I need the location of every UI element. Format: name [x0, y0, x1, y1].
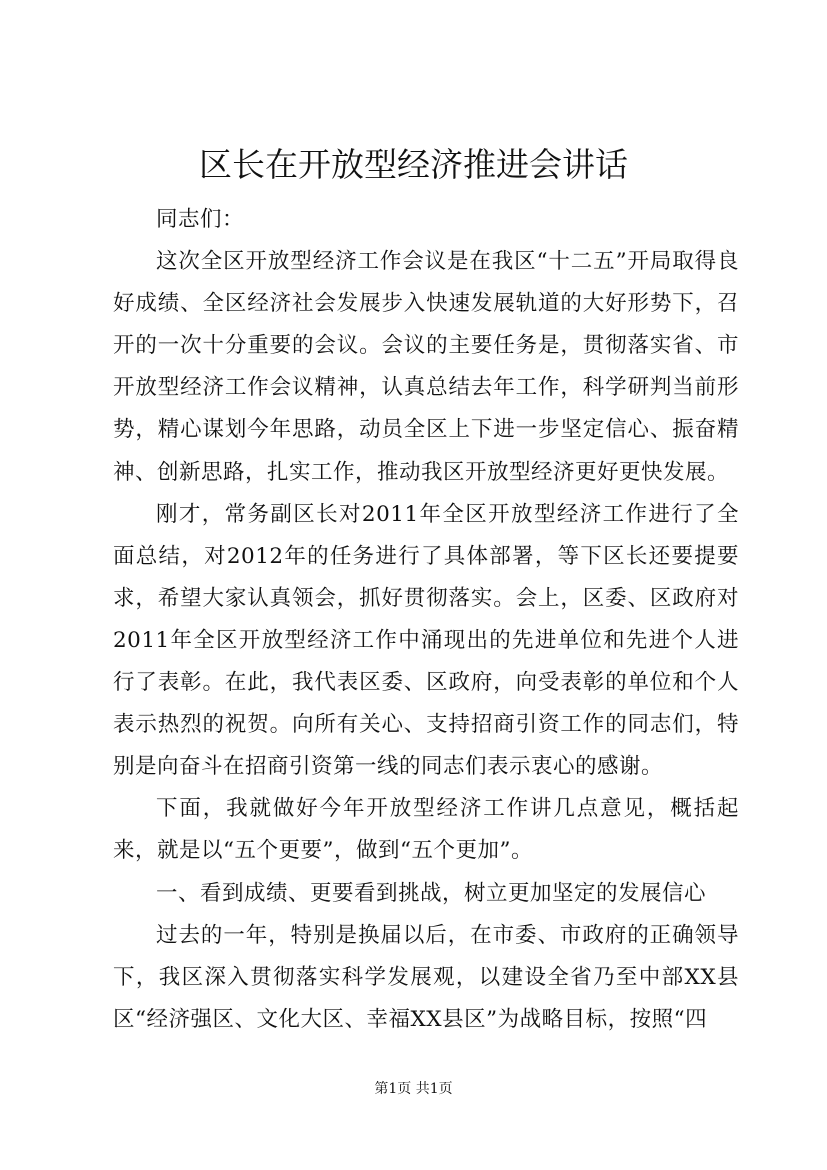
paragraph-past-year: 过去的一年，特别是换届以后，在市委、市政府的正确领导下，我区深入贯彻落实科学发展观，以建设全省乃至中部XX县区“经济强区、文化大区、幸福XX县区”为战略目标，按照“四: [113, 922, 739, 1032]
document-body: [113, 199, 739, 1041]
paragraph-review-and-thanks: 刚才，常务副区长对2011年全区开放型经济工作进行了全面总结，对2012年的任务进行了具体部署，等下区长还要提要求，希望大家认真领会，抓好贯彻落实。会上，区委、区政府对2011年全区开放型经济工作中涌现出的先进单位和先进个人进行了表彰。在此，我代表区委、区政府，向受表彰的单位和个人表示热烈的祝贺。向所有关心、支持招商引资工作的同志们，特别是向奋斗在招商引资第一线的同志们表示衷心的感谢。: [113, 501, 739, 780]
document-title: 区长在开放型经济推进会讲话: [199, 145, 628, 184]
paragraph-meeting-purpose: 这次全区开放型经济工作会议是在我区“十二五”开局取得良好成绩、全区经济社会发展步入快速发展轨道的大好形势下，召开的一次十分重要的会议。会议的主要任务是，贯彻落实省、市开放型经济工作会议精神，认真总结去年工作，科学研判当前形势，精心谋划今年思路，动员全区上下进一步坚定信心、振奋精神、创新思路，扎实工作，推动我区开放型经济更好更快发展。: [113, 249, 739, 485]
section-heading-1: 一、看到成绩、更要看到挑战，树立更加坚定的发展信心: [156, 880, 707, 906]
salutation: 同志们：: [156, 207, 245, 232]
paragraph-outline: 下面，我就做好今年开放型经济工作讲几点意见，概括起来，就是以“五个更要”，做到“五个更加”。: [113, 796, 739, 864]
page-number-footer: 第1页 共1页: [374, 1081, 453, 1097]
